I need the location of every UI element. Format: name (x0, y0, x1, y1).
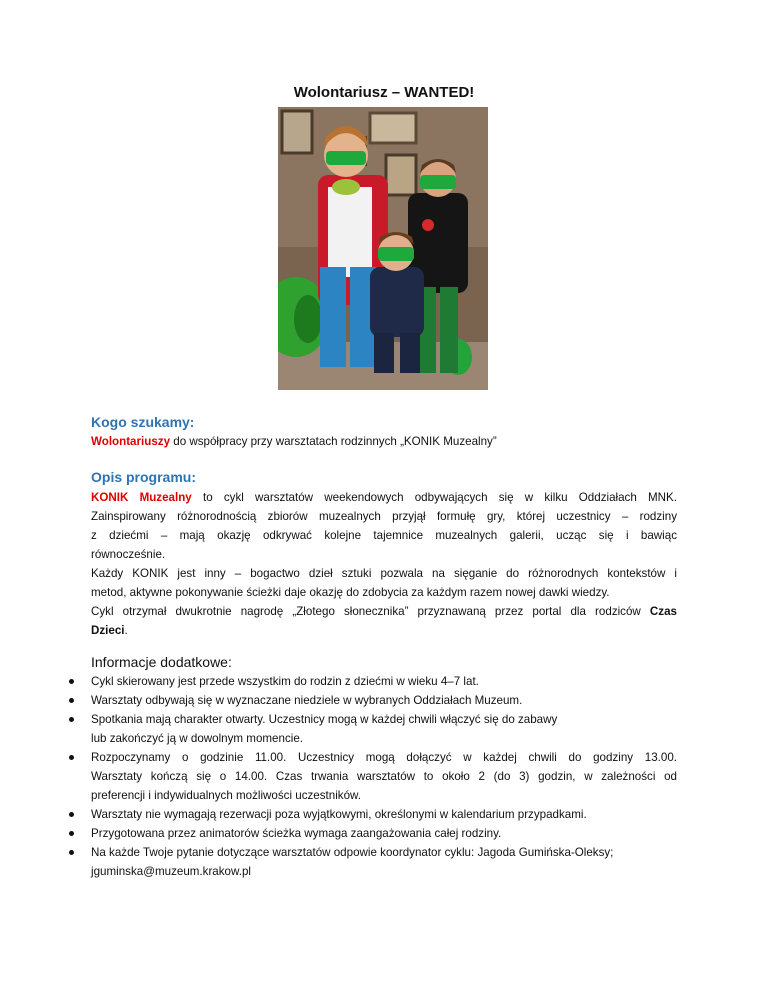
program-line-4: równocześnie. (91, 548, 166, 561)
award-portal-name-1: Czas (649, 605, 677, 618)
award-portal-name-2: Dzieci (91, 624, 125, 637)
program-line-2: Zainspirowany różnorodnością zbiorów muzealnych przyjął formułę gry, której uczestnicy – rodziny (91, 510, 677, 523)
program-line-8: Dzieci. (91, 624, 128, 637)
workshop-photo (278, 107, 488, 390)
list-item: Cykl skierowany jest przede wszystkim do rodzin z dziećmi w wieku 4–7 lat. (91, 672, 677, 691)
list-item: Na każde Twoje pytanie dotyczące warsztatów odpowie koordynator cyklu: Jagoda Gumińska-Oleksy; jguminska@muzeum.krakow.pl (91, 843, 677, 881)
program-line-5: Każdy KONIK jest inny – bogactwo dzieł sztuki pozwala na sięganie do różnorodnych kontekstów i (91, 567, 677, 580)
program-line-1: KONIK Muzealny to cykl warsztatów weekendowych odbywających się w kilku Oddziałach MNK. (91, 491, 677, 504)
program-description (91, 488, 677, 640)
info-heading: Informacje dodatkowe: (91, 654, 232, 670)
list-item: Rozpoczynamy o godzinie 11.00. Uczestnicy mogą dołączyć w każdej chwili do godziny 13.00. Warsztaty kończą się o 14.00. Czas trwania warsztatów to około 2 (do 3) godzin, w zależności od preferencji i indywidualnych możliwości uczestników. (91, 748, 677, 805)
info-list (91, 672, 677, 881)
program-highlight: KONIK Muzealny (91, 491, 192, 504)
list-item: Warsztaty odbywają się w wyznaczane niedziele w wybranych Oddziałach Muzeum. (91, 691, 677, 710)
who-text (91, 432, 677, 451)
program-line-6: metod, aktywne pokonywanie ścieżki daje okazję do zdobycia za każdym razem nowej dawki wiedzy. (91, 586, 610, 599)
who-heading: Kogo szukamy: (91, 414, 195, 430)
list-item: Warsztaty nie wymagają rezerwacji poza wyjątkowymi, określonymi w kalendarium przypadkami. (91, 805, 677, 824)
who-rest: do współpracy przy warsztatach rodzinnych „KONIK Muzealny” (170, 435, 497, 448)
coordinator-email[interactable]: jguminska@muzeum.krakow.pl (91, 865, 251, 878)
photo-illustration (278, 107, 488, 390)
program-line-7: Cykl otrzymał dwukrotnie nagrodę „Złotego słonecznika” przyznawaną przez portal dla rodziców Czas (91, 605, 677, 618)
program-line-3: z dziećmi – mają okazję odkrywać kolejne tajemnice muzealnych galerii, ucząc się i bawiąc (91, 529, 677, 542)
who-highlight: Wolontariuszy (91, 435, 171, 448)
list-item: Przygotowana przez animatorów ścieżka wymaga zaangażowania całej rodziny. (91, 824, 677, 843)
list-item: Spotkania mają charakter otwarty. Uczestnicy mogą w każdej chwili włączyć się do zabawy lub zakończyć ją w dowolnym momencie. (91, 710, 677, 748)
program-heading: Opis programu: (91, 469, 197, 485)
page-title: Wolontariusz – WANTED! (293, 84, 475, 101)
